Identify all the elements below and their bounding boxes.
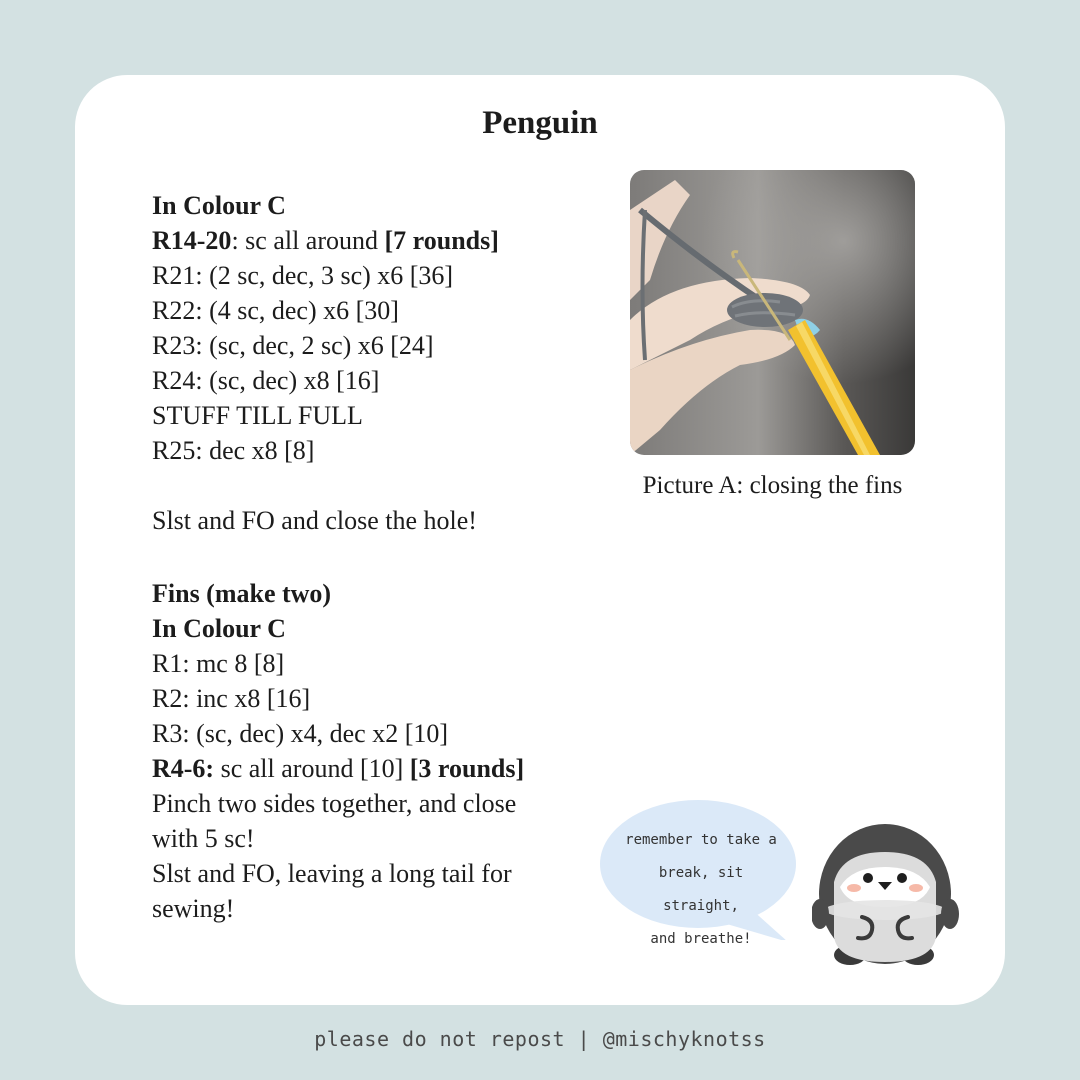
hand-hook-image bbox=[630, 170, 915, 455]
spacer bbox=[152, 468, 572, 503]
pattern-line: STUFF TILL FULL bbox=[152, 401, 363, 430]
pattern-line: In Colour C bbox=[152, 614, 286, 643]
pattern-line: R2: inc x8 [16] bbox=[152, 684, 311, 713]
pattern-line: R1: mc 8 [8] bbox=[152, 649, 285, 678]
pattern-line: R22: (4 sc, dec) x6 [30] bbox=[152, 296, 399, 325]
pattern-line: R3: (sc, dec) x4, dec x2 [10] bbox=[152, 719, 449, 748]
pattern-line: In Colour C bbox=[152, 191, 286, 220]
pattern-line: R24: (sc, dec) x8 [16] bbox=[152, 366, 380, 395]
bubble-line: remember to take a bbox=[625, 832, 777, 848]
pattern-line: R23: (sc, dec, 2 sc) x6 [24] bbox=[152, 331, 434, 360]
spacer bbox=[152, 538, 572, 576]
bubble-line: break, sit straight, bbox=[658, 865, 744, 914]
section-heading: Fins (make two) bbox=[152, 579, 332, 608]
pattern-instructions bbox=[152, 188, 572, 926]
photo-caption: Picture A: closing the fins bbox=[642, 472, 903, 499]
pattern-line: Slst and FO, leaving a long tail for bbox=[152, 859, 512, 888]
pattern-line: R4-6: sc all around [10] [3 rounds] bbox=[152, 754, 525, 783]
speech-bubble-text bbox=[618, 824, 784, 956]
pattern-line: R21: (2 sc, dec, 3 sc) x6 [36] bbox=[152, 261, 454, 290]
pattern-line: Pinch two sides together, and close bbox=[152, 789, 517, 818]
page-title: Penguin bbox=[482, 105, 598, 141]
pattern-line: R14-20: sc all around [7 rounds] bbox=[152, 226, 499, 255]
pattern-line: sewing! bbox=[152, 894, 235, 923]
bubble-line: and breathe! bbox=[650, 931, 752, 947]
pattern-line: with 5 sc! bbox=[152, 824, 255, 853]
pattern-line: Slst and FO and close the hole! bbox=[152, 506, 477, 535]
footer-credit: please do not repost | @mischyknotss bbox=[314, 1027, 766, 1051]
pattern-line: R25: dec x8 [8] bbox=[152, 436, 315, 465]
crochet-photo bbox=[630, 170, 915, 455]
penguin-mascot-icon bbox=[812, 812, 962, 972]
